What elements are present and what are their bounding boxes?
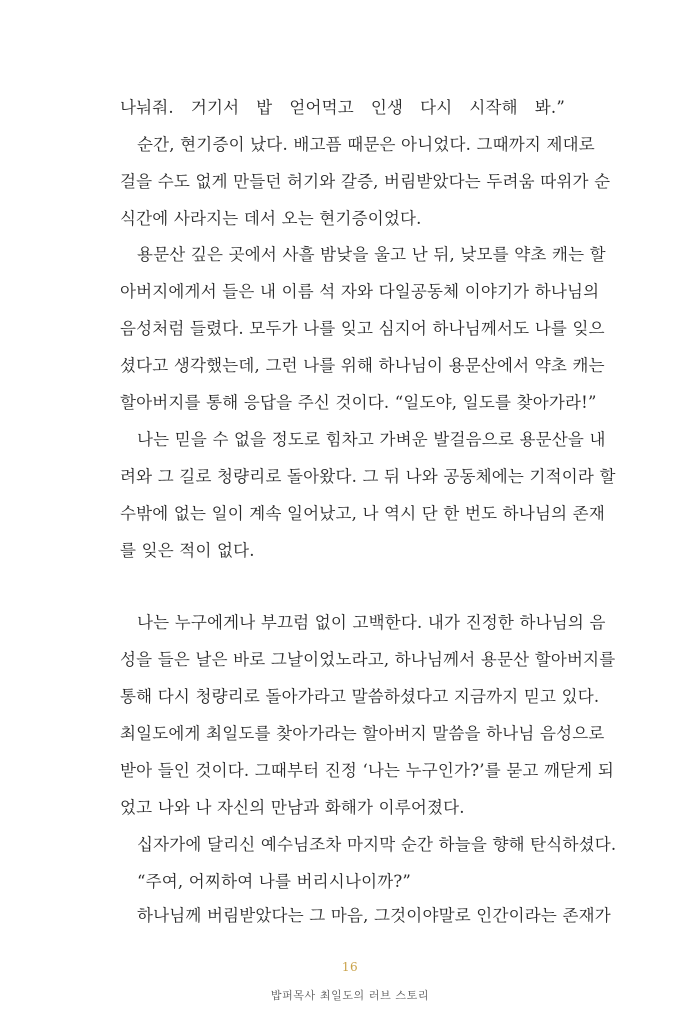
- page-number: 16: [341, 960, 359, 974]
- body-line-20: 십자가에 달리신 예수님조차 마지막 순간 하늘을 향해 탄식하셨다.: [137, 835, 617, 854]
- body-line-18: 받아 들인 것이다. 그때부터 진정 ‘나는 누구인가?’를 묻고 깨닫게 되: [120, 761, 614, 780]
- body-line-1: 나눠줘. 거기서 밥 얻어먹고 인생 다시 시작해 봐.”: [120, 98, 565, 117]
- body-line-9: 할아버지를 통해 응답을 주신 것이다. “일도야, 일도를 찾아가라!”: [120, 393, 597, 412]
- body-line-2: 순간, 현기증이 났다. 배고픔 때문은 아니었다. 그때까지 제대로: [137, 135, 595, 154]
- body-line-7: 음성처럼 들렸다. 모두가 나를 잊고 심지어 하나님께서도 나를 잊으: [120, 319, 605, 338]
- body-line-3: 걸을 수도 없게 만들던 허기와 갈증, 버림받았다는 두려움 따위가 순: [120, 172, 611, 191]
- body-line-11: 려와 그 길로 청량리로 돌아왔다. 그 뒤 나와 공동체에는 기적이라 할: [120, 467, 616, 486]
- body-line-17: 최일도에게 최일도를 찾아가라는 할아버지 말씀을 하나님 음성으로: [120, 724, 605, 743]
- body-line-15: 성을 들은 날은 바로 그날이었노라고, 하나님께서 용문산 할아버지를: [120, 650, 616, 669]
- body-line-12: 수밖에 없는 일이 계속 일어났고, 나 역시 단 한 번도 하나님의 존재: [120, 504, 605, 523]
- body-line-4: 식간에 사라지는 데서 오는 현기증이었다.: [120, 209, 422, 228]
- body-line-5: 용문산 깊은 곳에서 사흘 밤낮을 울고 난 뒤, 낮모를 약초 캐는 할: [137, 245, 606, 264]
- body-line-19: 었고 나와 나 자신의 만남과 화해가 이루어졌다.: [120, 798, 465, 817]
- body-line-21: “주여, 어찌하여 나를 버리시나이까?”: [137, 872, 412, 891]
- body-line-16: 통해 다시 청량리로 돌아가라고 말씀하셨다고 지금까지 믿고 있다.: [120, 687, 600, 706]
- running-title: 밥퍼목사 최일도의 러브 스토리: [270, 989, 430, 1002]
- body-line-14: 나는 누구에게나 부끄럼 없이 고백한다. 내가 진정한 하나님의 음: [137, 613, 606, 632]
- body-line-6: 아버지에게서 들은 내 이름 석 자와 다일공동체 이야기가 하나님의: [120, 282, 600, 301]
- body-line-22: 하나님께 버림받았다는 그 마음, 그것이야말로 인간이라는 존재가: [137, 906, 611, 925]
- body-line-13: 를 잊은 적이 없다.: [120, 541, 255, 560]
- body-line-8: 셨다고 생각했는데, 그런 나를 위해 하나님이 용문산에서 약초 캐는: [120, 356, 605, 375]
- body-line-10: 나는 믿을 수 없을 정도로 힘차고 가벼운 발걸음으로 용문산을 내: [137, 430, 606, 449]
